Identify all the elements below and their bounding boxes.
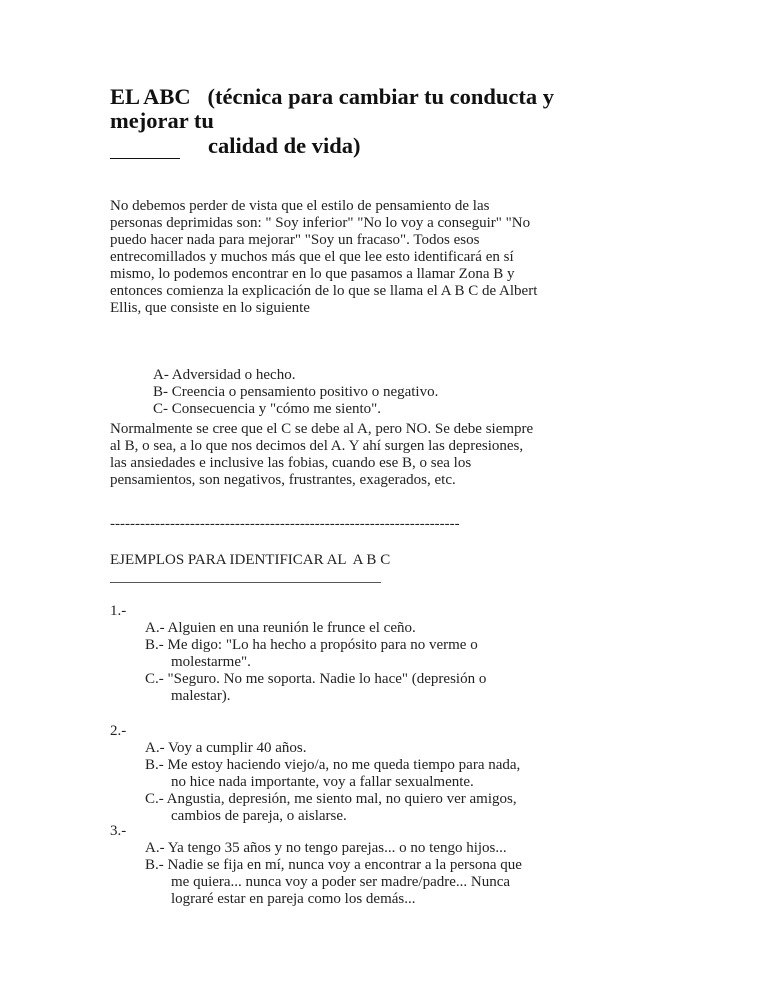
title-blank-underline (110, 138, 180, 159)
intro-paragraph-line: personas deprimidas son: " Soy inferior" "No lo voy a conseguir" "No (110, 215, 531, 231)
example-item-continuation: molestarme". (171, 654, 251, 670)
example-item: B.- Me estoy haciendo viejo/a, no me queda tiempo para nada, (145, 757, 521, 773)
example-number: 3.- (110, 823, 127, 839)
example-item: A.- Alguien en una reunión le frunce el ceño. (145, 620, 416, 636)
example-number: 1.- (110, 603, 127, 619)
example-item: A.- Ya tengo 35 años y no tengo parejas... o no tengo hijos... (145, 840, 507, 856)
example-item: C.- "Seguro. No me soporta. Nadie lo hace" (depresión o (145, 671, 487, 687)
abc-list-item: B- Creencia o pensamiento positivo o negativo. (153, 384, 439, 400)
heading-underline (110, 582, 381, 583)
intro-paragraph-line: puedo hacer nada para mejorar" "Soy un fracaso". Todos esos (110, 232, 480, 248)
paragraph-line: pensamientos, son negativos, frustrantes, exagerados, etc. (110, 472, 456, 488)
document-title-line-3 (110, 133, 361, 159)
paragraph-line: las ansiedades e inclusive las fobias, cuando ese B, o sea los (110, 455, 472, 471)
example-item: B.- Nadie se fija en mí, nunca voy a encontrar a la persona que (145, 857, 522, 873)
example-item: B.- Me digo: "Lo ha hecho a propósito para no verme o (145, 637, 478, 653)
example-item-continuation: malestar). (171, 688, 231, 704)
example-item-continuation: no hice nada importante, voy a fallar sexualmente. (171, 774, 474, 790)
abc-list-item: A- Adversidad o hecho. (153, 367, 296, 383)
intro-paragraph-line: mismo, lo podemos encontrar en lo que pasamos a llamar Zona B y (110, 266, 515, 282)
example-item-continuation: me quiera... nunca voy a poder ser madre/padre... Nunca (171, 874, 511, 890)
examples-heading: EJEMPLOS PARA IDENTIFICAR AL A B C (110, 552, 391, 568)
intro-paragraph-line: Ellis, que consiste en lo siguiente (110, 300, 310, 316)
document-title-line-3-text: calidad de vida) (208, 133, 361, 158)
dashed-separator: ---------------------------------------------------------------------- (110, 516, 460, 532)
document-title-line-1: EL ABC (técnica para cambiar tu conducta y (110, 84, 554, 109)
intro-paragraph-line: entrecomillados y muchos más que el que lee esto identificará en sí (110, 249, 514, 265)
intro-paragraph-line: entonces comienza la explicación de lo que se llama el A B C de Albert (110, 283, 538, 299)
example-item-continuation: lograré estar en pareja como los demás... (171, 891, 416, 907)
abc-list-item: C- Consecuencia y "cómo me siento". (153, 401, 382, 417)
example-number: 2.- (110, 723, 127, 739)
example-item: C.- Angustia, depresión, me siento mal, no quiero ver amigos, (145, 791, 517, 807)
paragraph-line: al B, o sea, a lo que nos decimos del A. Y ahí surgen las depresiones, (110, 438, 524, 454)
intro-paragraph-line: No debemos perder de vista que el estilo de pensamiento de las (110, 198, 490, 214)
document-title-line-2: mejorar tu (110, 108, 214, 133)
paragraph-line: Normalmente se cree que el C se debe al A, pero NO. Se debe siempre (110, 421, 534, 437)
example-item-continuation: cambios de pareja, o aislarse. (171, 808, 347, 824)
example-item: A.- Voy a cumplir 40 años. (145, 740, 307, 756)
